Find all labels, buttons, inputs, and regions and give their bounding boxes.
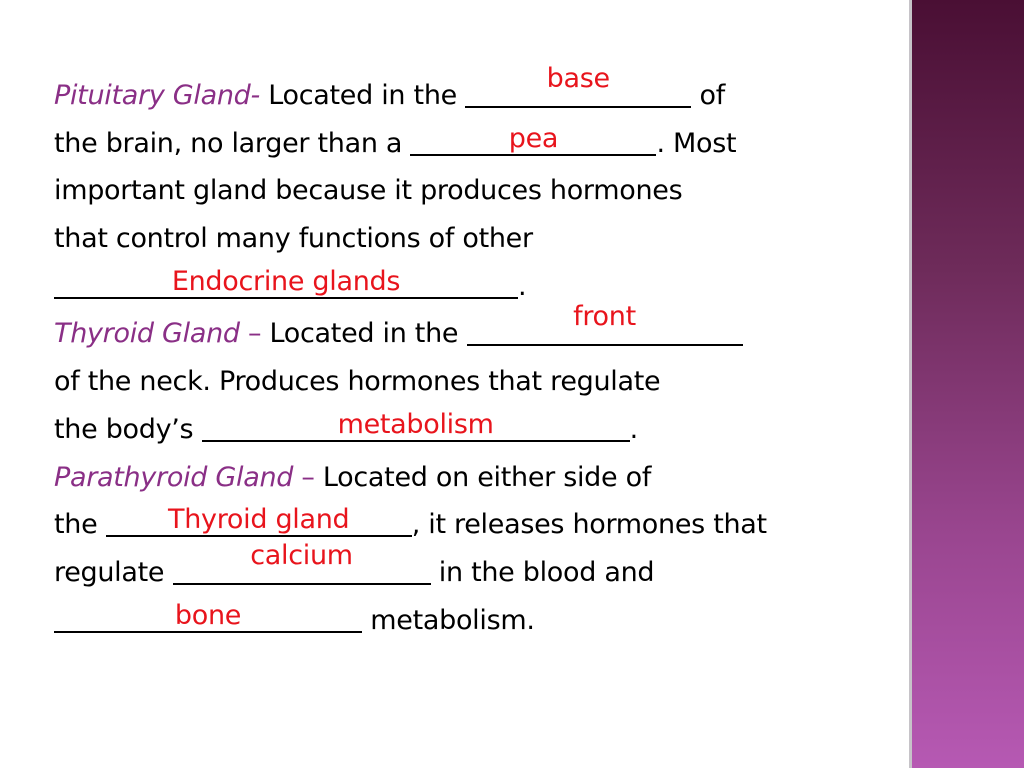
thyroid-text-4: .: [629, 413, 638, 445]
parathyroid-text-2: the: [54, 509, 106, 541]
line-1: [54, 63, 894, 120]
answer-base: base: [546, 63, 610, 94]
parathyroid-dash: –: [301, 461, 315, 493]
pituitary-blank-endocrine[interactable]: [54, 267, 518, 299]
line-7: [54, 358, 894, 406]
pituitary-text-4: . Most: [656, 127, 737, 159]
line-11: [54, 539, 894, 597]
line-2: [54, 120, 894, 168]
pituitary-text-5: important gland because it produces hormones: [54, 175, 683, 207]
answer-front: front: [573, 301, 636, 333]
parathyroid-text-1: Located on either side of: [314, 461, 652, 493]
thyroid-blank-metabolism[interactable]: [202, 410, 630, 442]
line-3: [54, 167, 894, 215]
thyroid-dash: –: [248, 318, 262, 350]
thyroid-blank-front[interactable]: [467, 301, 743, 346]
answer-endocrine-glands: Endocrine glands: [171, 265, 401, 297]
parathyroid-text-3: , it releases hormones that: [411, 509, 767, 541]
answer-thyroid-gland: Thyroid gland: [168, 504, 350, 536]
parathyroid-term: Parathyroid Gland: [54, 461, 302, 493]
pituitary-text-1: Located in the: [259, 80, 466, 111]
thyroid-text-2: of the neck. Produces hormones that regulate: [54, 366, 661, 398]
line-12: [54, 597, 894, 645]
parathyroid-text-4: regulate: [54, 556, 173, 588]
worksheet-body: [54, 63, 894, 644]
pituitary-text-6: that control many functions of other: [54, 223, 533, 255]
thyroid-term: Thyroid Gland: [54, 318, 249, 350]
pituitary-blank-pea[interactable]: [410, 124, 656, 156]
thyroid-text-1: Located in the: [261, 318, 467, 350]
decorative-side-band: [912, 0, 1024, 768]
pituitary-text-2: of: [691, 80, 725, 111]
parathyroid-blank-bone[interactable]: [54, 601, 362, 633]
pituitary-term: Pituitary Gland-: [54, 80, 260, 111]
pituitary-text-3: the brain, no larger than a: [54, 127, 411, 159]
answer-bone: bone: [174, 599, 242, 631]
line-9: [54, 454, 894, 502]
answer-metabolism: metabolism: [337, 408, 494, 440]
line-4: [54, 215, 894, 263]
pituitary-blank-base[interactable]: [465, 63, 691, 108]
parathyroid-blank-thyroid-gland[interactable]: [106, 505, 412, 537]
pituitary-text-7: .: [518, 270, 527, 302]
parathyroid-text-5: in the blood and: [430, 556, 655, 588]
parathyroid-blank-calcium[interactable]: [173, 539, 431, 585]
parathyroid-text-6: metabolism.: [362, 604, 535, 636]
answer-pea: pea: [508, 122, 559, 154]
thyroid-text-3: the body’s: [54, 413, 202, 445]
line-6: [54, 301, 894, 358]
answer-calcium: calcium: [250, 539, 353, 571]
line-8: [54, 406, 894, 454]
